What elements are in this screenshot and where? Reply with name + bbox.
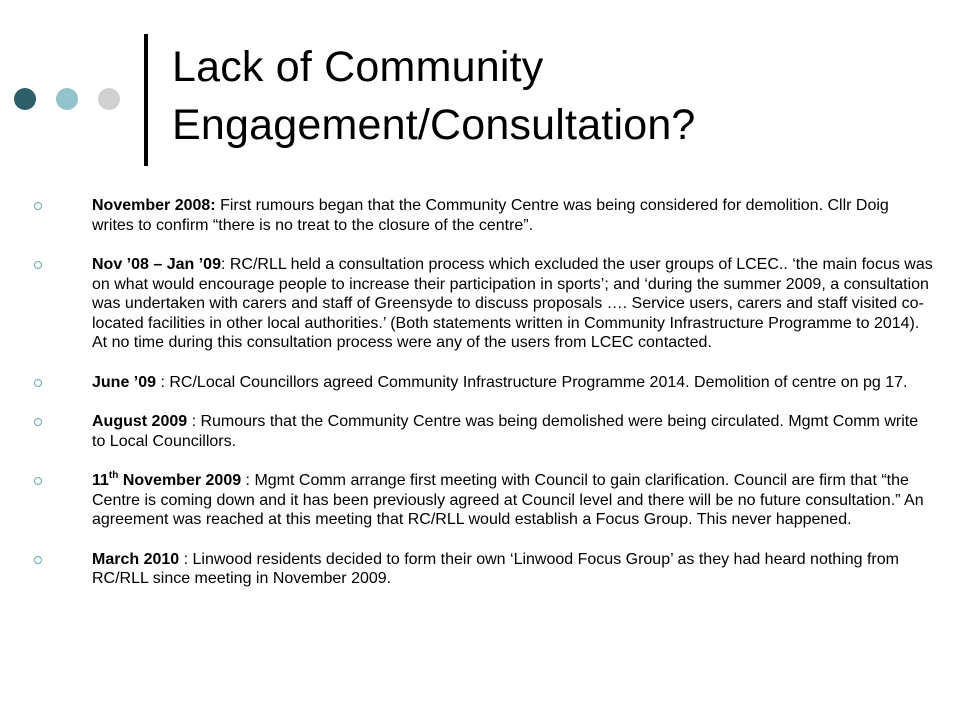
bullet-text: : Linwood residents decided to form their own ‘Linwood Focus Group’ as they had heard nothing from RC/RLL since meeting in November 2009. — [92, 550, 899, 587]
title-line-1: Lack of Community — [172, 43, 544, 91]
slide-title — [172, 38, 942, 154]
bullet-list — [30, 196, 935, 609]
bullet-lead: August 2009 — [92, 413, 188, 430]
bullet-item — [30, 471, 935, 530]
bullet-text: : RC/RLL held a consultation process which excluded the user groups of LCEC.. ‘the main focus was on what would encourage people to increase their participation in sports’; and ‘during the summer 2009, a consultation was undertaken with carers and staff of Greensyde to discuss proposals …. Service users, carers and staff visited co-located facilities in other local authorities.’ (Both statements written in Community Infrastructure Programme to 2014). At no time during this consultation process were any of the users from LCEC contacted. — [92, 256, 933, 351]
bullet-text: : RC/Local Councillors agreed Community Infrastructure Programme 2014. Demolition of centre on pg 17. — [156, 373, 908, 391]
bullet-ring-icon — [34, 379, 42, 387]
bullet-ring-icon — [34, 477, 42, 485]
decorative-dots — [14, 88, 124, 110]
bullet-item — [30, 550, 935, 589]
bullet-lead: June ’09 — [92, 373, 157, 391]
dot-dark — [14, 88, 36, 110]
bullet-item — [30, 373, 935, 393]
bullet-lead — [92, 469, 242, 489]
bullet-ring-icon — [34, 418, 42, 426]
bullet-item — [30, 196, 935, 235]
bullet-ring-icon — [34, 556, 42, 564]
bullet-lead-rest: November 2009 — [118, 472, 242, 489]
bullet-lead: March 2010 — [92, 550, 180, 568]
title-line-2: Engagement/Consultation? — [172, 101, 696, 149]
bullet-item — [30, 255, 935, 353]
bullet-text: : Rumours that the Community Centre was being demolished were being circulated. Mgmt Comm write to Local Councillors. — [92, 413, 919, 450]
bullet-lead-number: 11 — [92, 472, 109, 489]
bullet-lead: Nov ’08 – Jan ’09 — [92, 256, 221, 273]
bullet-item — [30, 412, 935, 451]
bullet-lead: November 2008: — [92, 197, 216, 214]
title-divider — [144, 34, 148, 166]
bullet-text: : Mgmt Comm arrange first meeting with Council to gain clarification. Council are firm that “the Centre is coming down and it has been previously agreed at Council level and there will be no future consultation.” An agreement was reached at this meeting that RC/RLL would establish a Focus Group. This never happened. — [92, 472, 924, 528]
bullet-lead-ordinal: th — [108, 469, 119, 481]
bullet-text: First rumours began that the Community Centre was being considered for demolition. Cllr Doig writes to confirm “there is no treat to the closure of the centre”. — [92, 197, 889, 234]
bullet-ring-icon — [34, 202, 42, 210]
bullet-ring-icon — [34, 261, 42, 269]
dot-mid — [56, 88, 78, 110]
dot-light — [98, 88, 120, 110]
